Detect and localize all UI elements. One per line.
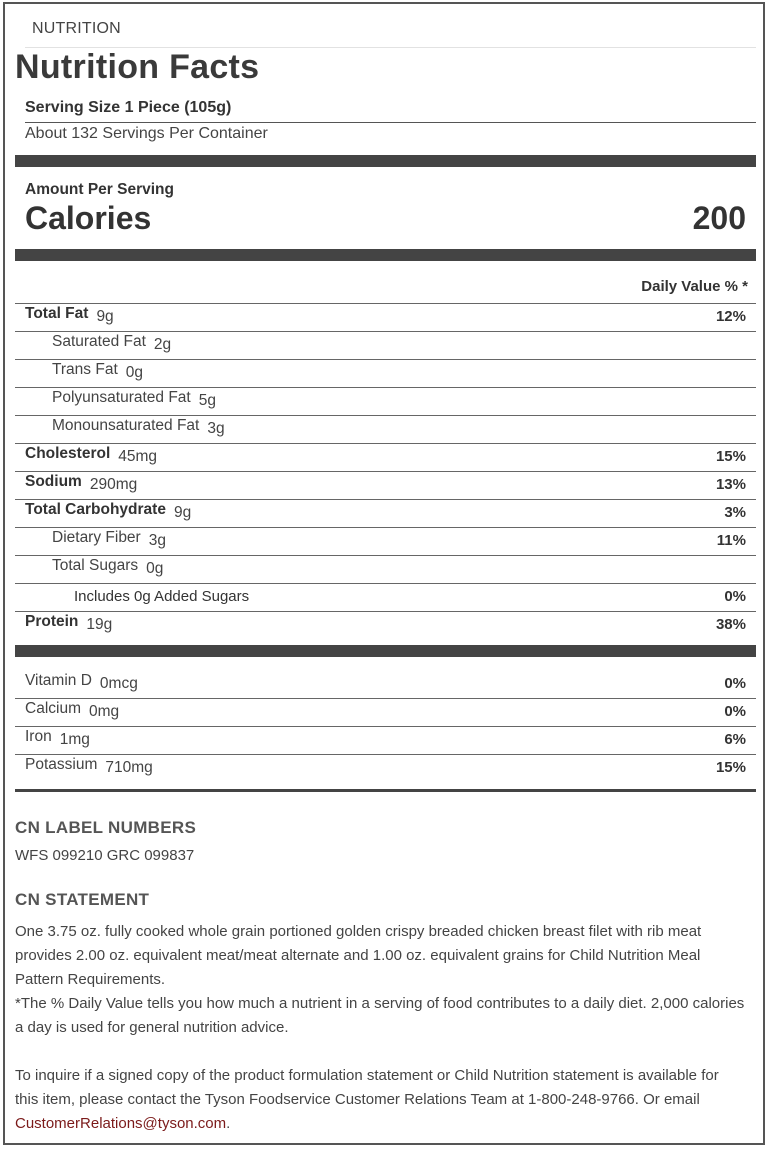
nutrient-name: Dietary Fiber 3g	[52, 529, 166, 549]
nutrient-name: Includes 0g Added Sugars	[74, 588, 250, 605]
cn-statement: One 3.75 oz. fully cooked whole grain portioned golden crispy breaded chicken breast filet with rib meat provides 2.00 oz. equivalent meat/meat alternate and 1.00 oz. equivalent grains for Child Nutrition Meal Pattern Requirements.	[15, 923, 702, 988]
vitamin-row	[15, 671, 756, 698]
nutrient-row	[15, 499, 756, 527]
nutrient-row	[15, 527, 756, 555]
nutrient-name: Total Carbohydrate 9g	[25, 501, 192, 521]
cn-label-heading: CN LABEL NUMBERS	[15, 818, 197, 837]
thick-divider	[15, 645, 756, 657]
vitamin-amount: 0mcg	[99, 675, 138, 692]
vitamin-name: Iron 1mg	[25, 728, 90, 748]
vitamin-dv: 0%	[724, 675, 746, 692]
thick-divider	[15, 249, 756, 261]
vitamin-dv: 15%	[715, 759, 746, 776]
vitamin-amount: 1mg	[59, 731, 90, 748]
nutrient-row	[15, 387, 756, 415]
servings-per-container: About 132 Servings Per Container	[25, 125, 268, 142]
inquire-block	[15, 1064, 745, 1136]
vitamin-dv: 6%	[724, 731, 746, 748]
nutrient-dv: 12%	[715, 308, 746, 325]
calories-label: Calories	[25, 200, 152, 236]
nutrient-table	[15, 303, 756, 639]
serving-size: Serving Size 1 Piece (105g)	[25, 99, 232, 116]
nutrient-name: Polyunsaturated Fat 5g	[52, 389, 216, 409]
amount-per-serving: Amount Per Serving	[25, 181, 174, 198]
nutrition-facts-title: Nutrition Facts	[15, 48, 260, 86]
nutrient-amount: 5g	[198, 392, 216, 409]
dv-footnote: *The % Daily Value tells you how much a nutrient in a serving of food contributes to a daily diet. 2,000 calories a day is used for general nutrition advice.	[15, 995, 745, 1036]
vitamin-row	[15, 698, 756, 726]
nutrient-dv: 11%	[716, 532, 746, 549]
nutrient-dv: 13%	[715, 476, 746, 493]
nutrient-amount: 2g	[153, 336, 172, 353]
nutrient-name: Sodium 290mg	[25, 473, 138, 493]
calories-value: 200	[692, 200, 746, 236]
nutrient-row	[15, 555, 756, 583]
nutrient-amount: 3g	[207, 420, 225, 437]
vitamin-dv: 0%	[724, 703, 746, 720]
nutrient-name: Trans Fat 0g	[52, 361, 143, 381]
vitamin-name: Vitamin D 0mcg	[25, 672, 138, 692]
nutrient-amount: 290mg	[89, 476, 138, 493]
vitamin-row	[15, 754, 756, 782]
nutrient-name: Monounsaturated Fat 3g	[52, 417, 225, 437]
nutrient-dv: 15%	[715, 448, 746, 465]
nutrient-name: Saturated Fat 2g	[52, 333, 172, 353]
cn-statement-block	[15, 920, 745, 1040]
nutrient-row	[15, 415, 756, 443]
cn-statement-heading: CN STATEMENT	[15, 890, 150, 909]
vitamin-amount: 710mg	[105, 759, 153, 776]
nutrient-amount: 0g	[125, 364, 143, 381]
nutrient-name: Total Sugars 0g	[52, 557, 164, 577]
nutrient-amount: 9g	[173, 504, 192, 521]
nutrient-row	[15, 611, 756, 639]
vitamin-table	[15, 671, 756, 782]
nutrient-row	[15, 359, 756, 387]
thick-divider	[15, 155, 756, 167]
nutrient-row	[15, 471, 756, 499]
vitamin-name: Potassium 710mg	[25, 756, 153, 776]
nutrient-row	[15, 303, 756, 331]
nutrient-amount: 19g	[86, 616, 113, 633]
inquire-text: To inquire if a signed copy of the product formulation statement or Child Nutrition statement is available for this item, please contact the Tyson Foodservice Customer Relations Team at 1-800-248-9766. Or email	[15, 1067, 719, 1108]
nutrient-row	[15, 443, 756, 471]
nutrient-name: Cholesterol 45mg	[25, 445, 158, 465]
daily-value-header: Daily Value % *	[641, 278, 748, 295]
nutrient-amount: 3g	[148, 532, 166, 549]
nutrient-name: Total Fat 9g	[25, 305, 114, 325]
inquire-period: .	[226, 1115, 231, 1132]
nutrient-dv: 0%	[724, 588, 746, 605]
vitamin-name: Calcium 0mg	[25, 700, 120, 720]
nutrient-amount: 9g	[96, 308, 114, 325]
cn-label-numbers: WFS 099210 GRC 099837	[15, 847, 195, 864]
nutrient-dv: 3%	[724, 504, 746, 521]
thick-divider	[15, 789, 756, 792]
nutrient-name: Protein 19g	[25, 613, 113, 633]
nutrient-row	[15, 331, 756, 359]
divider	[25, 122, 756, 123]
nutrient-amount: 45mg	[118, 448, 158, 465]
nutrient-dv: 38%	[715, 616, 746, 633]
nutrient-amount: 0g	[146, 560, 164, 577]
section-label: NUTRITION	[32, 20, 121, 37]
vitamin-amount: 0mg	[88, 703, 120, 720]
nutrient-row	[15, 583, 756, 611]
customer-relations-email-link[interactable]: CustomerRelations@tyson.com	[15, 1115, 227, 1132]
vitamin-row	[15, 726, 756, 754]
